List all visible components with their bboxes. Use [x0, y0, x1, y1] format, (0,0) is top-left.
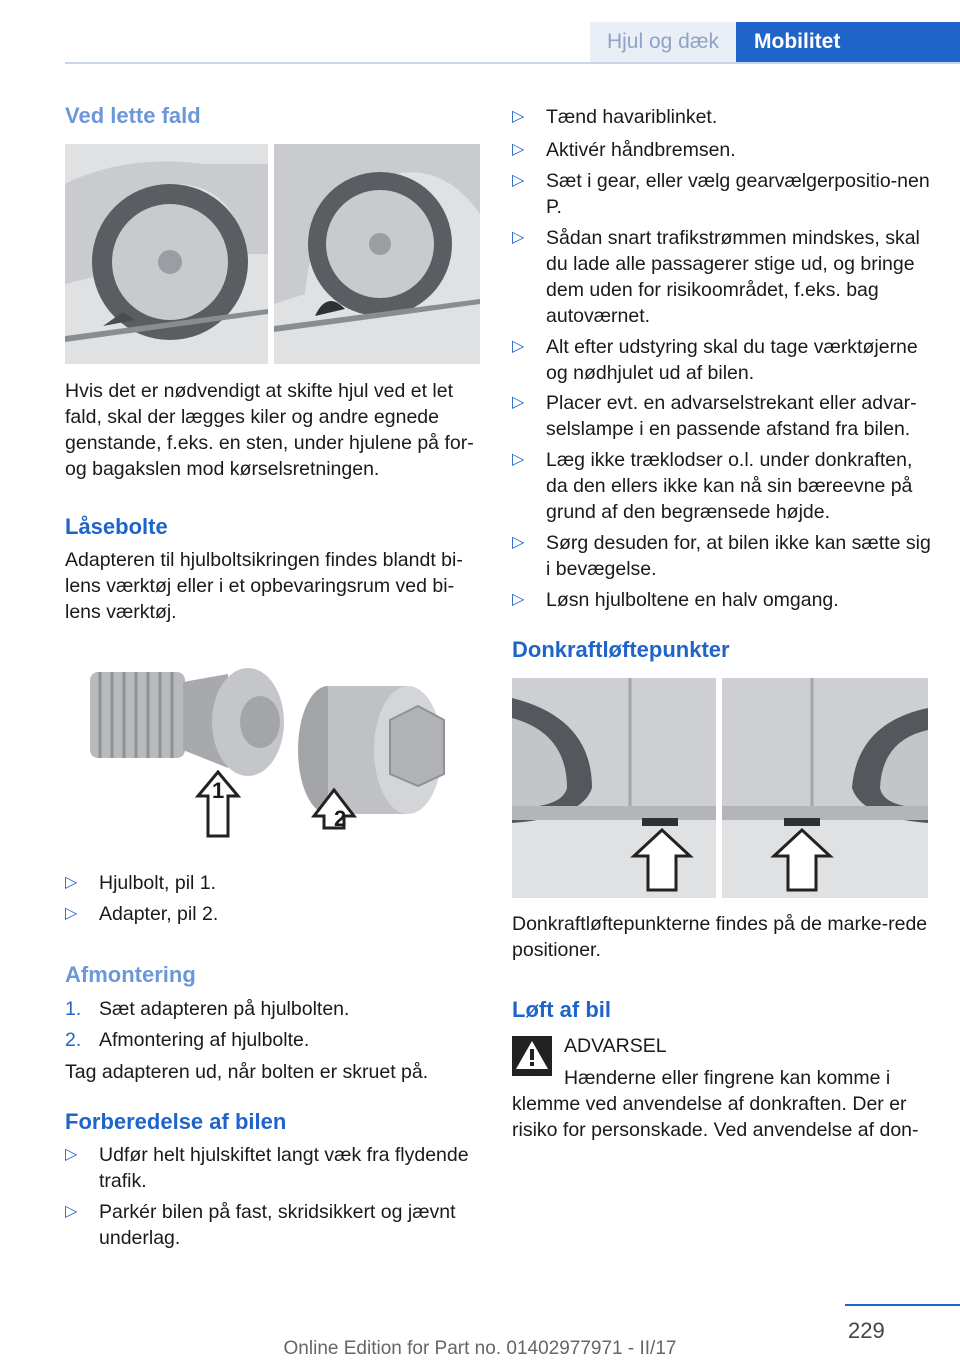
list-item [512, 587, 932, 613]
footer-rule [845, 1304, 960, 1306]
list-item [65, 901, 480, 927]
list-item [512, 447, 932, 525]
triangle-bullet-icon: ▷ [65, 874, 78, 891]
page-number: 229 [848, 1318, 885, 1343]
list-item-text: Hjulbolt, pil 1. [99, 872, 217, 894]
list-item-text: Sørg desuden for, at bilen ikke kan sætte sig i bevægelse. [546, 532, 931, 580]
list-item [512, 104, 932, 130]
triangle-bullet-icon: ▷ [512, 172, 525, 189]
figure-label-1: 1 [212, 778, 225, 803]
triangle-bullet-icon: ▷ [512, 141, 525, 158]
footer-edition: Online Edition for Part no. 01402977971 - II/17 [283, 1338, 677, 1359]
warning-title: ADVARSEL [564, 1035, 667, 1057]
heading-removal: Afmontering [65, 962, 196, 987]
list-item-text: Adapter, pil 2. [99, 903, 219, 925]
triangle-bullet-icon: ▷ [65, 1146, 78, 1163]
step-item [65, 1027, 480, 1053]
step-item [65, 996, 480, 1022]
list-item [512, 530, 932, 582]
triangle-bullet-icon: ▷ [512, 534, 525, 551]
list-item [512, 334, 932, 386]
list-item [65, 1142, 480, 1194]
triangle-bullet-icon: ▷ [512, 394, 525, 411]
step-number: 2. [65, 1029, 82, 1051]
triangle-bullet-icon: ▷ [65, 1203, 78, 1220]
figure-wheel-chocks [65, 144, 480, 364]
figure-label-2: 2 [334, 806, 347, 831]
heading-light-fall: Ved lette fald [65, 103, 201, 128]
warning-text: Hænderne eller fingrene kan komme i klemme ved anvendelse af donkraften. Der er risiko for personskade. Ved anvendelse af don- [512, 1067, 919, 1141]
figure-jack-points [512, 678, 928, 898]
paragraph-lock-bolts: Adapteren til hjulboltsikringen findes blandt bi-lens værktøj eller i et opbevaringsrum ved bi-lens værktøj. [65, 549, 463, 623]
heading-lock-bolts: Låsebolte [65, 514, 168, 539]
list-item-text: Alt efter udstyring skal du tage værktøjerne og nødhjulet ud af bilen. [546, 336, 918, 384]
list-item [512, 137, 932, 163]
header-section-tab: Hjul og dæk [590, 22, 736, 62]
paragraph-light-fall: Hvis det er nødvendigt at skifte hjul ved et let fald, skal der lægges kiler og andre egnede genstande, f.eks. en sten, under hjulene på for- og bagakslen mod kørselsretningen. [65, 380, 474, 480]
header-chapter-tab: Mobilitet [736, 22, 960, 62]
list-item [65, 1199, 480, 1251]
triangle-bullet-icon: ▷ [65, 905, 78, 922]
list-item-text: Aktivér håndbremsen. [546, 139, 736, 161]
step-text: Afmontering af hjulbolte. [99, 1029, 310, 1051]
step-text: Sæt adapteren på hjulbolten. [99, 998, 350, 1020]
triangle-bullet-icon: ▷ [512, 451, 525, 468]
heading-prepare-car: Forberedelse af bilen [65, 1109, 287, 1134]
step-number: 1. [65, 998, 82, 1020]
triangle-bullet-icon: ▷ [512, 229, 525, 246]
list-item [512, 390, 932, 442]
list-item-text: Sådan snart trafikstrømmen mindskes, skal du lade alle passagerer stige ud, og bringe dem uden for risikoområdet, f.eks. bag autoværnet. [546, 227, 920, 327]
list-item-text: Placer evt. en advarselstrekant eller advar-selslampe i en passende afstand fra bilen. [546, 392, 917, 440]
list-item-text: Parkér bilen på fast, skridsikkert og jævnt underlag. [99, 1201, 456, 1249]
header-rule [65, 62, 960, 64]
triangle-bullet-icon: ▷ [512, 108, 525, 125]
list-item-text: Sæt i gear, eller vælg gearvælgerpositio-nen P. [546, 170, 930, 218]
triangle-bullet-icon: ▷ [512, 591, 525, 608]
list-item-text: Udfør helt hjulskiftet langt væk fra flydende trafik. [99, 1144, 469, 1192]
list-item-text: Læg ikke træklodser o.l. under donkraften, da den ellers ikke kan nå sin bæreevne på grund af den begrænsede højde. [546, 449, 913, 523]
paragraph-jack-points: Donkraftløftepunkterne findes på de marke-rede positioner. [512, 913, 928, 961]
list-item [512, 225, 932, 329]
heading-lift-car: Løft af bil [512, 997, 611, 1022]
list-item-text: Tænd havariblinket. [546, 106, 718, 128]
list-item [65, 870, 480, 896]
figure-lock-bolt-adapter [88, 660, 468, 848]
paragraph-removal: Tag adapteren ud, når bolten er skruet på. [65, 1061, 429, 1083]
list-item [512, 168, 932, 220]
heading-jack-points: Donkraftløftepunkter [512, 637, 730, 662]
triangle-bullet-icon: ▷ [512, 338, 525, 355]
list-item-text: Løsn hjulboltene en halv omgang. [546, 589, 839, 611]
